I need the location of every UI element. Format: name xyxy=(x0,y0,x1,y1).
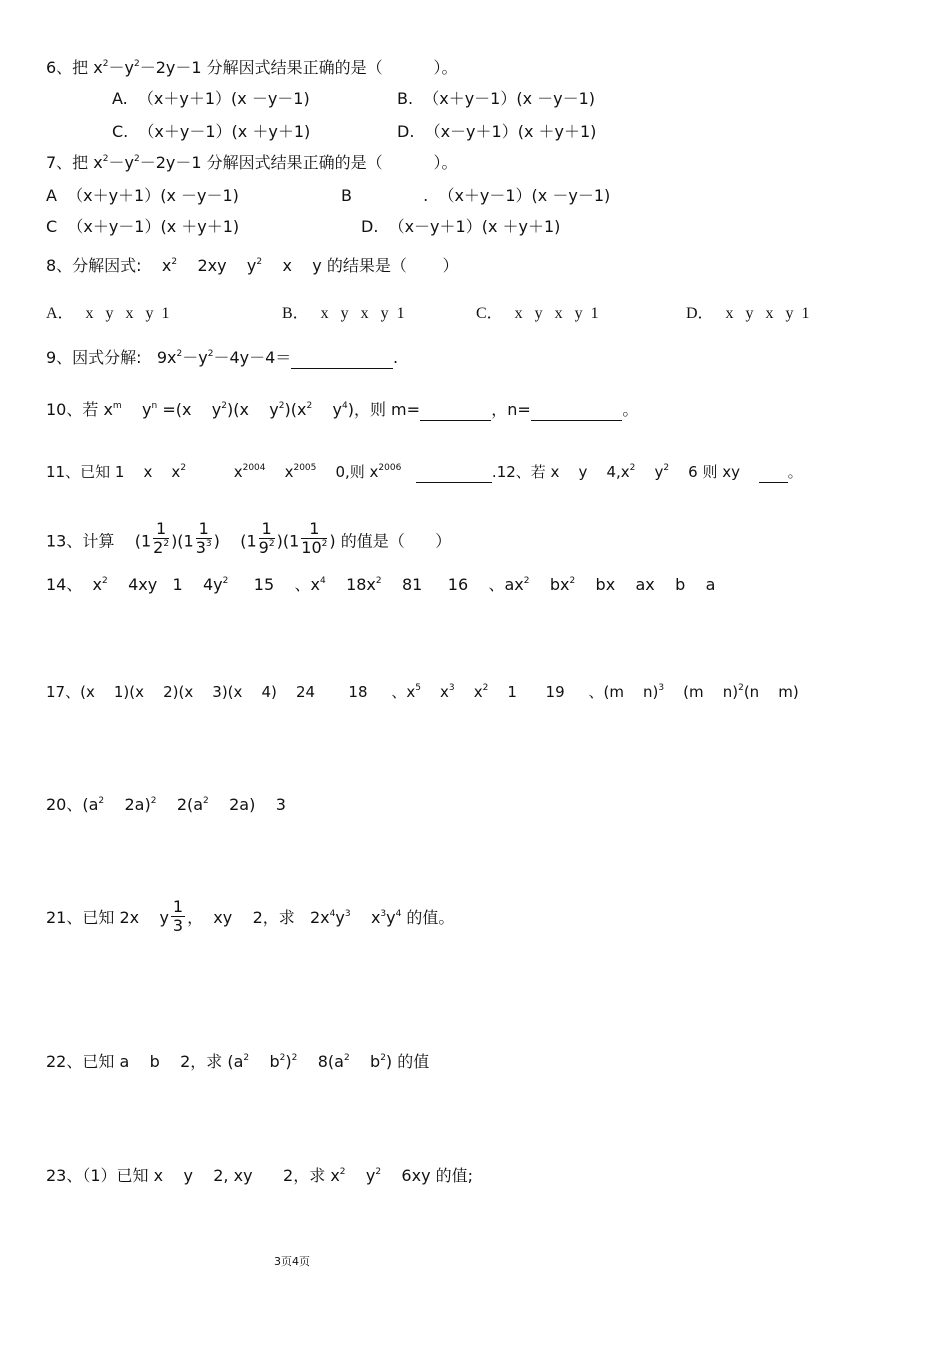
fraction-2: $\frac{1}{3^3}$ xyxy=(195,519,212,557)
q8-option-d: D． x y x y 1 xyxy=(686,305,810,322)
q7-option-c: C （x＋y－1）(x ＋y＋1) xyxy=(46,217,240,236)
q13-line: 13、计算 (1 $\frac{1}{2^2}$ )(1 $\frac{1}{3^3}$ ) (1 $\frac{1}{9^2}$ )(1 $\frac{1}{10^2}$ ) 的值是（ ） xyxy=(46,522,451,562)
q20-line: 20、($a^2$ 2a)$^2$ $2(a^2$ 2a) 3 xyxy=(46,795,286,814)
q8-option-c: C． x y x y 1 xyxy=(476,305,599,322)
q9-answer-blank[interactable] xyxy=(291,348,393,369)
fraction-3: $\frac{1}{9^2}$ xyxy=(258,519,275,557)
q7-stem: 7、把 $x^2-y^2-2y-1$ 分解因式结果正确的是（ ）。 xyxy=(46,153,458,172)
q8-option-b: B． x y x y 1 xyxy=(282,305,405,322)
q6-option-d: D. （x－y＋1）(x ＋y＋1) xyxy=(397,122,597,141)
q6-option-c: C. （x＋y－1）(x ＋y＋1) xyxy=(112,122,311,141)
q10-m-blank[interactable] xyxy=(420,400,491,421)
q8-option-a: A． x y x y 1 xyxy=(46,305,170,322)
q7-option-d: D. （x－y＋1）(x ＋y＋1) xyxy=(361,217,561,236)
fraction-one-third: $\frac{1}{3}$ xyxy=(172,897,184,935)
q14-line: 14、 $x^2$ 4xy 1 $4y^2$ 15 、$x^4$ $18x^2$ 81 16 、$ax^2$ $bx^2$ bx ax b a xyxy=(46,575,716,594)
q17-line: 17、(x 1)(x 2)(x 3)(x 4) 24 18 、$x^5$ $x^3$ $x^2$ 1 19 、(m n)$^3$ (m n)$^2$(n m) xyxy=(46,683,799,701)
page-footer: 3页4页 xyxy=(274,1255,310,1268)
q22-line: 22、已知 a b 2，求 ($a^2$ $b^2)^2$ $8(a^2$ $b^2$) 的值 xyxy=(46,1052,430,1071)
fraction-1: $\frac{1}{2^2}$ xyxy=(153,519,170,557)
q7-option-a: A （x＋y＋1）(x －y－1) xyxy=(46,186,239,205)
q12-answer-blank[interactable] xyxy=(759,462,788,483)
q6-stem: 6、把 $x^2-y^2-2y-1$ 分解因式结果正确的是（ ）。 xyxy=(46,58,458,77)
fraction-4: $\frac{1}{10^2}$ xyxy=(301,519,328,557)
q10-line: 10、若 $x^m$ $y^n =(x$ $y^2)(x$ $y^2)(x^2$ $y^4$)，则 m= ，n= 。 xyxy=(46,400,639,419)
q23-line: 23、（1）已知 x y 2, xy 2，求 $x^2$ $y^2$ 6xy 的值; xyxy=(46,1166,474,1185)
q9-line: 9、因式分解: $9x^2-y^2-4y-4=$ . xyxy=(46,348,399,367)
q21-line: 21、已知 2x y $\frac{1}{3}$ ， xy 2，求 $2x^4y^3$ $x^3y^4$ 的值。 xyxy=(46,897,455,935)
q11-answer-blank[interactable] xyxy=(416,462,492,483)
q10-n-blank[interactable] xyxy=(531,400,623,421)
q8-stem: 8、分解因式: $x^2$ 2xy $y^2$ x y 的结果是（ ） xyxy=(46,256,459,275)
q6-option-a: A. （x＋y＋1）(x －y－1) xyxy=(112,89,310,108)
q7-option-b: B . （x＋y－1）(x －y－1) xyxy=(341,186,611,205)
q11-line: 11、已知 1 x $x^2$ $x^{2004}$ $x^{2005}$ 0,则 $x^{2006}$ .12、若 x y $4,x^2$ $y^2$ 6 则 xy 。 xyxy=(46,463,803,481)
q6-option-b: B. （x＋y－1）(x －y－1) xyxy=(397,89,596,108)
